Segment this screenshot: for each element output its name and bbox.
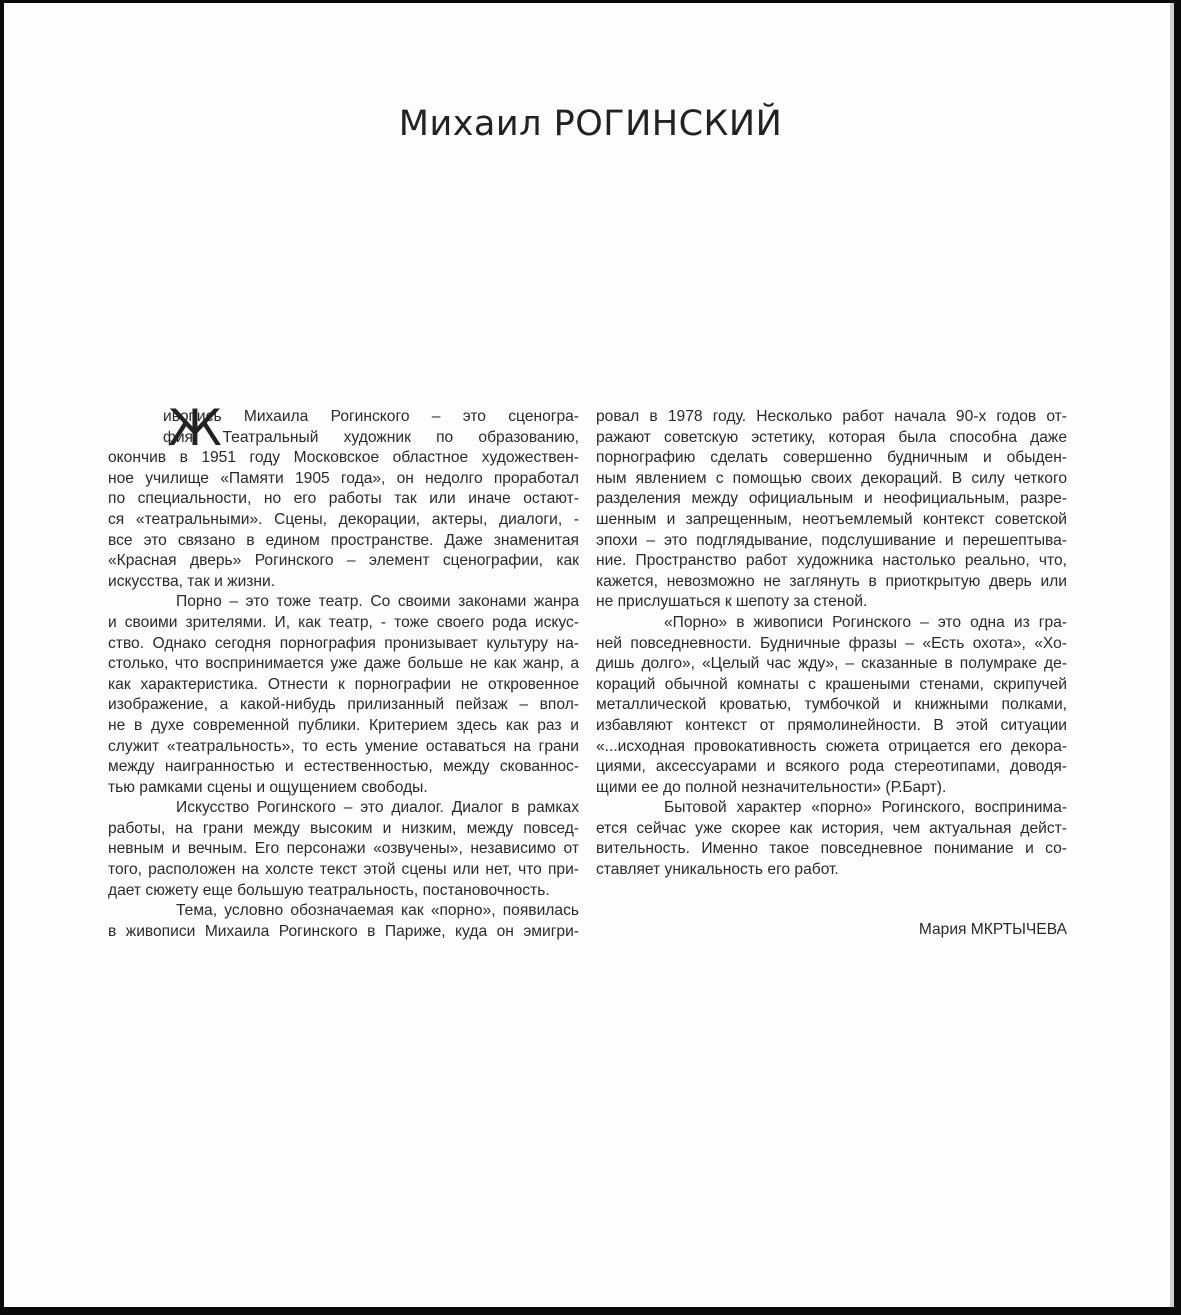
text-line: ивопись Михаила Рогинского – это сценогра- xyxy=(163,408,579,425)
text-line: избавляют контекст от прямолинейности. В этой ситуации xyxy=(596,716,1067,734)
text-line: ней повседневности. Будничные фразы – «Есть охота», «Хо- xyxy=(596,634,1067,652)
text-line: искусства, так и жизни. xyxy=(108,572,276,590)
text-line: и своими зрителями. И, как театр, - тоже своего рода искус- xyxy=(108,613,579,631)
text-line: «Красная дверь» Рогинского – элемент сценографии, как xyxy=(108,552,579,570)
text-line: кораций обычной комнаты с крашеными стенами, скрипучей xyxy=(596,675,1067,693)
text-line: ное училище «Памяти 1905 года», он недолго проработал xyxy=(108,469,579,487)
text-line: вительность. Именно такое повседневное понимание и со- xyxy=(596,840,1067,858)
text-line: циями, аксессуарами и всякого рода стереотипами, доводя- xyxy=(596,758,1067,776)
text-line: все это связано в едином пространстве. Даже знаменитая xyxy=(108,531,579,549)
text-line: щими ее до полной незначительности» (Р.Барт). xyxy=(596,778,947,796)
page-title: Михаил РОГИНСКИЙ xyxy=(398,104,783,144)
text-line: ражают советскую эстетику, которая была способна даже xyxy=(596,428,1067,446)
text-line: ется сейчас уже скорее как история, чем актуальная дейст- xyxy=(596,819,1067,837)
text-line: окончив в 1951 году Московское областное художествен- xyxy=(108,449,579,467)
text-line: работы, на грани между высоким и низким, между повсед- xyxy=(108,819,579,837)
text-line: не прислушаться к шепоту за стеной. xyxy=(596,593,868,611)
text-line: ставляет уникальность его работ. xyxy=(596,861,839,879)
text-line: в живописи Михаила Рогинского в Париже, куда он эмигри- xyxy=(108,922,579,940)
text-line: фия. Театральный художник по образованию, xyxy=(163,428,579,446)
text-line: не в духе современной публики. Критерием здесь как раз и xyxy=(108,716,579,734)
text-line: дает сюжету еще большую театральность, постановочность. xyxy=(108,881,550,899)
right-column xyxy=(596,407,1067,881)
text-line: ся «театральными». Сцены, декорации, актеры, диалоги, - xyxy=(108,510,579,528)
text-line: того, расположен на холсте текст этой сцены или нет, что при- xyxy=(108,861,579,879)
text-line: шенным и запрещенным, неотъемлемый контекст советской xyxy=(596,510,1067,528)
left-column xyxy=(108,399,579,942)
text-line: ровал в 1978 году. Несколько работ начала 90-х годов от- xyxy=(596,408,1067,425)
text-line: Порно – это тоже театр. Со своими законами жанра xyxy=(176,593,579,611)
text-line: эпохи – это подглядывание, подслушивание и перешептыва- xyxy=(596,531,1067,549)
text-line: металлической кроватью, тумбочкой и книжными полками, xyxy=(596,696,1067,714)
text-line: тью рамками сцены и ощущением свободы. xyxy=(108,778,428,796)
text-line: разделения между официальным и неофициальным, разре- xyxy=(596,490,1067,508)
text-line: дишь долго», «Целый час жду», – сказанные в полумраке де- xyxy=(596,655,1067,673)
text-line: по специальности, но его работы так или иначе остают- xyxy=(108,490,579,508)
text-line: кажется, невозможно не заглянуть в приоткрытую дверь или xyxy=(596,572,1067,590)
text-line: ние. Пространство работ художника настолько реально, что, xyxy=(596,552,1067,570)
text-line: невным и вечным. Его персонажи «озвучены», независимо от xyxy=(108,840,579,858)
text-line: «Порно» в живописи Рогинского – это одна из гра- xyxy=(664,613,1067,631)
text-line: служит «театральность», то есть умение оставаться на грани xyxy=(108,737,579,755)
text-line: Бытовой характер «порно» Рогинского, воспринима- xyxy=(664,799,1067,817)
text-line: Тема, условно обозначаемая как «порно», появилась xyxy=(176,902,579,920)
text-line: между наигранностью и естественностью, между скованнос- xyxy=(108,758,579,776)
drop-cap: Ж xyxy=(168,399,222,457)
text-line: порнографию сделать совершенно будничным и обыден- xyxy=(596,449,1067,467)
text-line: ным явлением с помощью своих декораций. В силу четкого xyxy=(596,469,1067,487)
author-signature: Мария МКРТЫЧЕВА xyxy=(918,921,1067,938)
text-line: столько, что воспринимается уже даже больше не как жанр, а xyxy=(108,655,579,673)
text-line: «...исходная провокативность сюжета отрицается его декора- xyxy=(596,737,1067,755)
text-line: Искусство Рогинского – это диалог. Диалог в рамках xyxy=(176,799,579,817)
text-line: изображение, а какой-нибудь прилизанный пейзаж – впол- xyxy=(108,696,579,714)
text-line: как характеристика. Отнести к порнографии не откровенное xyxy=(108,675,579,693)
text-line: ство. Однако сегодня порнография пронизывает культуру на- xyxy=(108,634,579,652)
